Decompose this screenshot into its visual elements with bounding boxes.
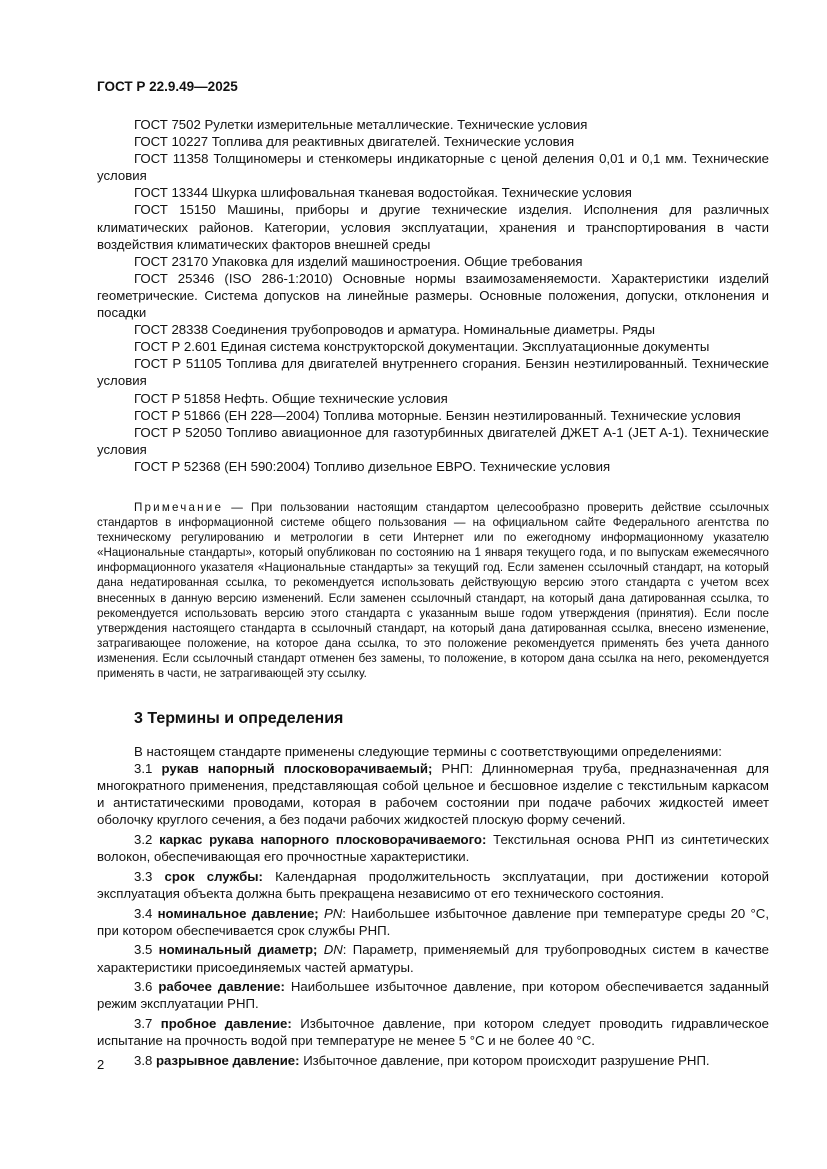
term-definition: : Наибольшее избыточное давление при температуре среды 20 °С, при котором обеспечивается срок службы РНП. bbox=[97, 905, 769, 938]
term-number: 3.4 bbox=[134, 905, 158, 921]
term-definition: Календарная продолжительность эксплуатации, при достижении которой эксплуатация объекта должна быть прекращена независимо от его технического состояния. bbox=[97, 868, 770, 901]
term-abbreviation: DN bbox=[317, 942, 343, 958]
term-number: 3.3 bbox=[134, 868, 165, 884]
reference-item: ГОСТ 11358 Толщиномеры и стенкомеры индикаторные с ценой деления 0,01 и 0,1 мм. Технические условия bbox=[97, 151, 769, 184]
reference-item: ГОСТ 15150 Машины, приборы и другие технические изделия. Исполнения для различных климатических районов. Категории, условия эксплуатации, хранения и транспортирования в части воздействия климатических факторов внешней среды bbox=[97, 202, 769, 252]
terms-list bbox=[97, 743, 769, 1069]
term-name: разрывное давление: bbox=[156, 1052, 300, 1068]
term-name: номинальный диаметр; bbox=[158, 942, 318, 958]
reference-item: ГОСТ Р 2.601 Единая система конструкторской документации. Эксплуатационные документы bbox=[134, 339, 710, 355]
reference-item: ГОСТ Р 51866 (ЕН 228—2004) Топлива моторные. Бензин неэтилированный. Технические условия bbox=[134, 407, 741, 423]
reference-item: ГОСТ 23170 Упаковка для изделий машиностроения. Общие требования bbox=[134, 253, 583, 269]
standard-id: ГОСТ Р 22.9.49—2025 bbox=[97, 79, 238, 94]
term-number: 3.5 bbox=[134, 942, 159, 958]
note-paragraph bbox=[97, 500, 769, 681]
term-name: рукав напорный плосковорачиваемый; bbox=[161, 761, 433, 777]
term-entry bbox=[97, 1015, 769, 1049]
term-number: 3.6 bbox=[134, 979, 159, 995]
note-block bbox=[97, 500, 769, 681]
term-name: рабочее давление: bbox=[158, 979, 285, 995]
term-number: 3.8 bbox=[134, 1052, 156, 1068]
term-abbreviation: РНП: bbox=[432, 761, 473, 777]
reference-item: ГОСТ 28338 Соединения трубопроводов и арматура. Номинальные диаметры. Ряды bbox=[134, 322, 655, 338]
term-number: 3.7 bbox=[134, 1015, 161, 1031]
term-number: 3.2 bbox=[134, 832, 160, 848]
note-label: Примечание bbox=[134, 501, 224, 514]
term-entry bbox=[97, 1052, 769, 1069]
term-entry bbox=[97, 905, 769, 939]
note-text: — При пользовании настоящим стандартом целесообразно проверить действие ссылочных стандартов в информационной системе общего пользования — на официальном сайте Федерального агентства по техническому регулированию и метрологии в сети Интернет или по ежегодному информационному указателю «Национальные стандарты», который опубликован по состоянию на 1 января текущего года, и по выпускам ежемесячного информационного указателя «Национальные стандарты» за текущий год. Если заменен ссылочный стандарт, на который дана недатированная ссылка, то рекомендуется использовать действующую версию этого стандарта с учетом всех внесенных в данную версию изменений. Если заменен ссылочный стандарт, на который дана датированная ссылка, то рекомендуется использовать версию этого стандарта с указанным выше годом утверждения (принятия). Если после утверждения настоящего стандарта в ссылочный стандарт, на который дана датированная ссылка, внесено изменение, затрагивающее положение, на которое дана ссылка, то это положение рекомендуется применять без учета данного изменения. Если ссылочный стандарт отменен без замены, то положение, в котором дана ссылка на него, рекомендуется применять в части, не затрагивающей эту ссылку. bbox=[97, 501, 769, 681]
reference-item: ГОСТ 13344 Шкурка шлифовальная тканевая водостойкая. Технические условия bbox=[134, 185, 632, 201]
term-name: срок службы: bbox=[164, 868, 263, 884]
term-definition: : Параметр, применяемый для трубопроводных систем в качестве характеристики присоединяемых частей арматуры. bbox=[97, 942, 770, 975]
term-entry bbox=[97, 760, 769, 828]
section-heading: 3 Термины и определения bbox=[134, 710, 344, 727]
term-number: 3.1 bbox=[134, 761, 162, 777]
reference-item: ГОСТ Р 51858 Нефть. Общие технические условия bbox=[134, 390, 448, 406]
term-entry bbox=[97, 831, 769, 865]
term-entry bbox=[97, 978, 769, 1012]
term-name: пробное давление: bbox=[160, 1015, 292, 1031]
term-definition: Избыточное давление, при котором следует проводить гидравлическое испытание на прочность водой при температуре не менее 5 °С и не более 40 °С. bbox=[97, 1015, 769, 1049]
reference-item: ГОСТ Р 52050 Топливо авиационное для газотурбинных двигателей ДЖЕТ А-1 (JET A-1). Технические условия bbox=[97, 424, 769, 457]
section-intro: В настоящем стандарте применены следующие термины с соответствующими определениями: bbox=[134, 744, 722, 759]
term-name: каркас рукава напорного плосковорачиваемого: bbox=[159, 832, 487, 848]
reference-item: ГОСТ Р 52368 (ЕН 590:2004) Топливо дизельное ЕВРО. Технические условия bbox=[134, 458, 611, 474]
term-name: номинальное давление; bbox=[157, 905, 319, 921]
reference-item: ГОСТ 10227 Топлива для реактивных двигателей. Технические условия bbox=[134, 134, 575, 150]
reference-item: ГОСТ 7502 Рулетки измерительные металлические. Технические условия bbox=[134, 117, 588, 132]
term-entry bbox=[97, 941, 769, 975]
page-number: 2 bbox=[97, 1057, 105, 1072]
term-abbreviation: PN bbox=[318, 905, 343, 921]
term-definition: Избыточное давление, при котором происходит разрушение РНП. bbox=[299, 1052, 710, 1068]
reference-item: ГОСТ 25346 (ISO 286-1:2010) Основные нормы взаимозаменяемости. Характеристики изделий геометрические. Система допусков на линейные размеры. Основные положения, допуски, отклонения и посадки bbox=[97, 270, 769, 321]
term-definition: Длинномерная труба, предназначенная для многократного применения, представляющая собой цельное и бесшовное изделие с текстильным каркасом и антистатическими проводами, которая в рабочем состоянии при подаче рабочих жидкостей имеет оболочку круглого сечения, а без подачи рабочих жидкостей плоскую форму сечений. bbox=[97, 761, 769, 828]
term-definition: Текстильная основа РНП из синтетических волокон, обеспечивающая его прочностные характеристики. bbox=[97, 832, 770, 865]
term-entry bbox=[97, 868, 769, 902]
term-definition: Наибольшее избыточное давление, при котором обеспечивается заданный режим эксплуатации РНП. bbox=[97, 979, 769, 1012]
normative-references-list bbox=[97, 116, 769, 475]
reference-item: ГОСТ Р 51105 Топлива для двигателей внутреннего сгорания. Бензин неэтилированный. Технические условия bbox=[97, 356, 769, 389]
